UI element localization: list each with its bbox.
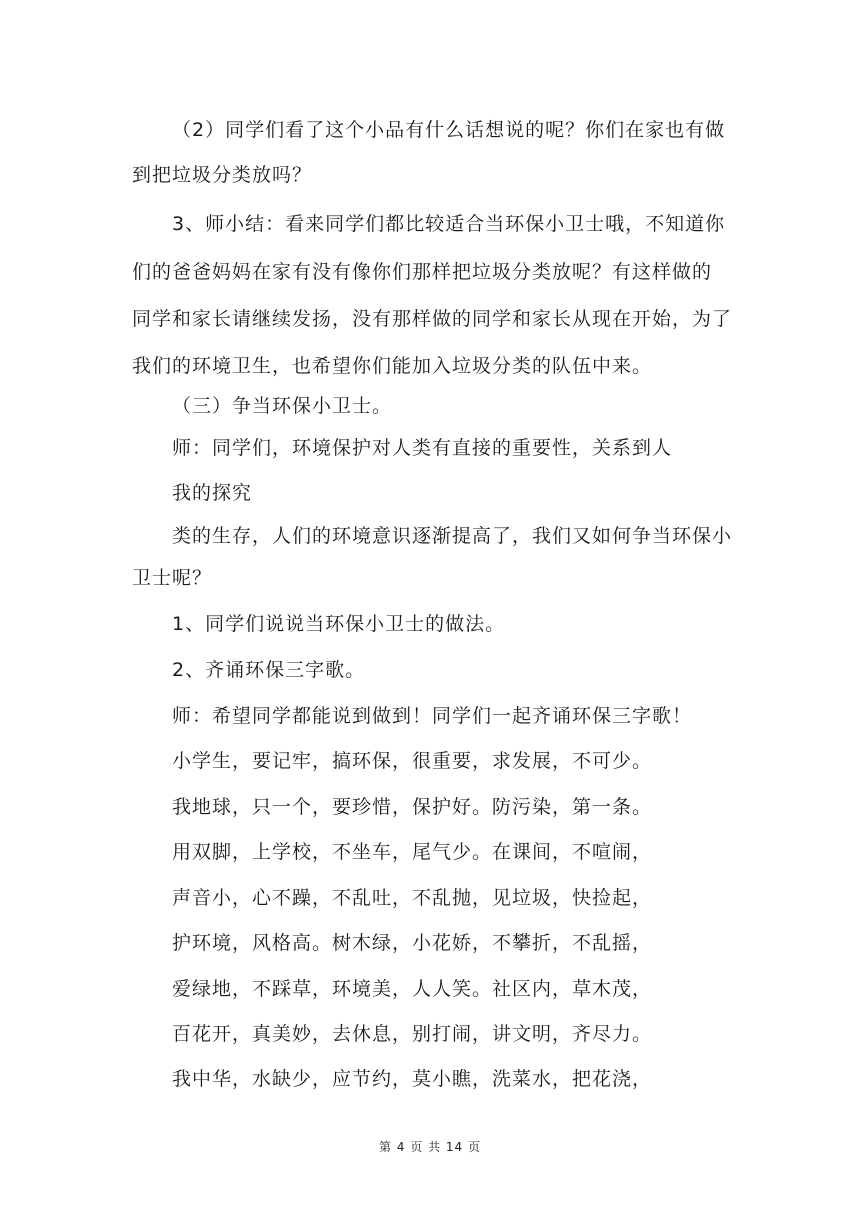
paragraph-line: 们的爸爸妈妈在家有没有像你们那样把垃圾分类放呢？有这样做的 [132, 261, 713, 283]
poem-line: 护环境，风格高。树木绿，小花娇，不攀折，不乱摇， [172, 932, 653, 954]
poem-line: 爱绿地，不踩草，环境美，人人笑。社区内，草木茂， [172, 978, 653, 1000]
paragraph-line: 师：同学们，环境保护对人类有直接的重要性，关系到人 [172, 437, 673, 459]
inserted-heading: 我的探究 [172, 482, 253, 504]
poem-line: 声音小，心不躁，不乱吐，不乱抛，见垃圾，快捡起， [172, 887, 653, 909]
poem-line: 用双脚，上学校，不坐车，尾气少。在课间，不喧闹， [172, 841, 653, 863]
paragraph-line: 师：希望同学都能说到做到！同学们一起齐诵环保三字歌！ [172, 705, 693, 727]
paragraph-line: 到把垃圾分类放吗？ [132, 164, 313, 186]
paragraph-line: 我们的环境卫生，也希望你们能加入垃圾分类的队伍中来。 [132, 355, 653, 377]
page-number-footer: 第 4 页 共 14 页 [379, 1140, 481, 1154]
list-item: 1、同学们说说当环保小卫士的做法。 [172, 613, 506, 635]
paragraph-line: 同学和家长请继续发扬，没有那样做的同学和家长从现在开始，为了 [132, 308, 733, 330]
poem-line: 百花开，真美妙，去休息，别打闹，讲文明，齐尽力。 [172, 1023, 653, 1045]
section-heading: （三）争当环保小卫士。 [172, 395, 393, 417]
paragraph-line: 卫士呢？ [132, 567, 213, 589]
list-item: 2、齐诵环保三字歌。 [172, 659, 366, 681]
paragraph-line: （2）同学们看了这个小品有什么话想说的呢？你们在家也有做 [172, 119, 726, 141]
poem-line: 我地球，只一个，要珍惜，保护好。防污染，第一条。 [172, 796, 653, 818]
poem-line: 小学生，要记牢，搞环保，很重要，求发展，不可少。 [172, 750, 653, 772]
paragraph-line: 类的生存，人们的环境意识逐渐提高了，我们又如何争当环保小 [172, 525, 733, 547]
poem-line: 我中华，水缺少，应节约，莫小瞧，洗菜水，把花浇， [172, 1068, 653, 1090]
paragraph-line: 3、师小结：看来同学们都比较适合当环保小卫士哦，不知道你 [172, 213, 726, 235]
